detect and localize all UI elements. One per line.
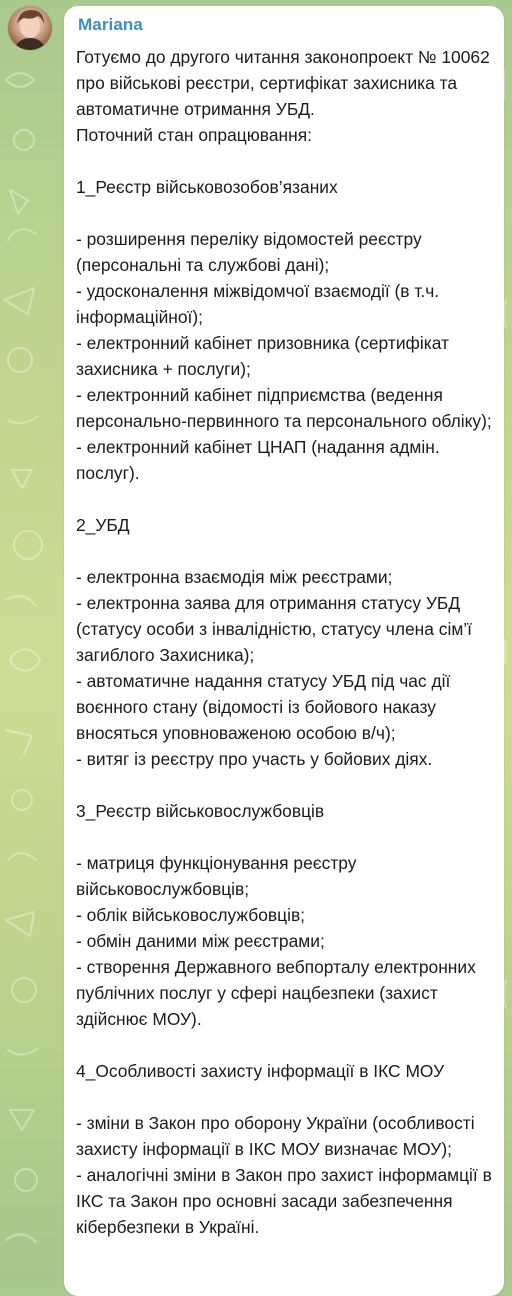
sender-name[interactable]: Mariana — [78, 15, 143, 34]
sender-avatar[interactable] — [8, 6, 52, 50]
message-bubble — [64, 6, 504, 1296]
avatar-photo-icon — [8, 6, 52, 50]
message-text: Готуємо до другого читання законопроект № 10062 про військові реєстри, сертифікат захисника та автоматичне отримання УБД. Поточний стан опрацювання: 1_Реєстр військовозобов’язаних - розширення переліку відомостей реєстру (персональні та службові дані); - удосконалення міжвідомчої взаємодії (в т.ч. інформаційної); - електронний кабінет призовника (сертифікат захисника + послуги); - електронний кабінет підприємства (ведення персонально-первинного та персонального обліку); - електронний кабінет ЦНАП (надання адмін. послуг). 2_УБД - електронна взаємодія між реєстрами; - електронна заява для отримання статусу УБД (статусу особи з інвалідністю, статусу члена сім’ї загиблого Захисника); - автоматичне надання статусу УБД під час дії воєнного стану (відомості із бойового наказу вносяться уповноваженою особою в/ч); - витяг із реєстру про участь у бойових діях. 3_Реєстр військовослужбовців - матриця функціонування реєстру військовослужбовців; - облік військовослужбовців; - обмін даними між реєстрами; - створення Державного вебпорталу електронних публічних послуг у сфері нацбезпеки (захист здійснює МОУ). 4_Особливості захисту інформації в ІКС МОУ - зміни в Закон про оборону України (особливості захисту інформації в ІКС МОУ визначає МОУ); - аналогічні зміни в Закон про захист інформамції в ІКС та Закон про основні засади забезпечення кібербезпеки в Україні. — [76, 47, 492, 1237]
